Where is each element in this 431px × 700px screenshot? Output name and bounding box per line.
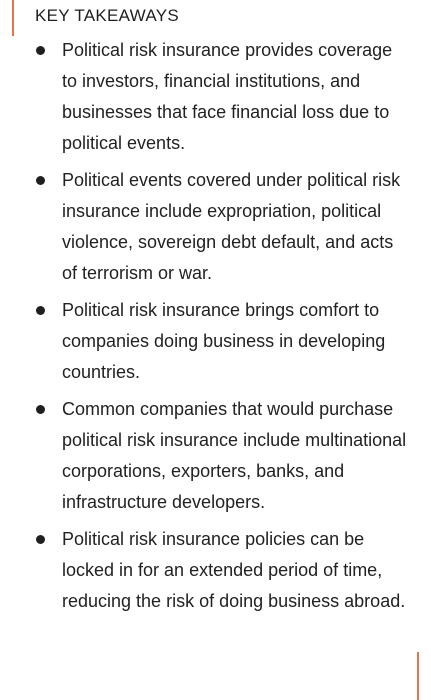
takeaway-item bbox=[0, 165, 431, 289]
key-takeaways-heading: KEY TAKEAWAYS bbox=[35, 6, 180, 25]
takeaways-list bbox=[0, 35, 431, 623]
takeaway-text: Political risk insurance policies can be locked in for an extended period of time, reducing the risk of doing business abroad. bbox=[62, 529, 406, 611]
bullet-icon bbox=[36, 176, 45, 185]
takeaway-item bbox=[0, 35, 431, 159]
takeaway-item bbox=[0, 394, 431, 518]
accent-bar-bottom bbox=[417, 652, 419, 700]
bullet-icon bbox=[36, 46, 45, 55]
bullet-icon bbox=[36, 306, 45, 315]
takeaway-text: Common companies that would purchase political risk insurance include multinational corporations, exporters, banks, and infrastructure developers. bbox=[62, 399, 407, 512]
takeaway-text: Political risk insurance provides coverage to investors, financial institutions, and businesses that face financial loss due to political events. bbox=[62, 40, 393, 153]
takeaway-item bbox=[0, 524, 431, 617]
takeaway-text: Political events covered under political risk insurance include expropriation, political violence, sovereign debt default, and acts of terrorism or war. bbox=[62, 170, 401, 283]
takeaway-item bbox=[0, 295, 431, 388]
takeaway-text: Political risk insurance brings comfort to companies doing business in developing countries. bbox=[62, 300, 386, 382]
accent-bar-top bbox=[12, 0, 14, 36]
bullet-icon bbox=[36, 535, 45, 544]
bullet-icon bbox=[36, 405, 45, 414]
